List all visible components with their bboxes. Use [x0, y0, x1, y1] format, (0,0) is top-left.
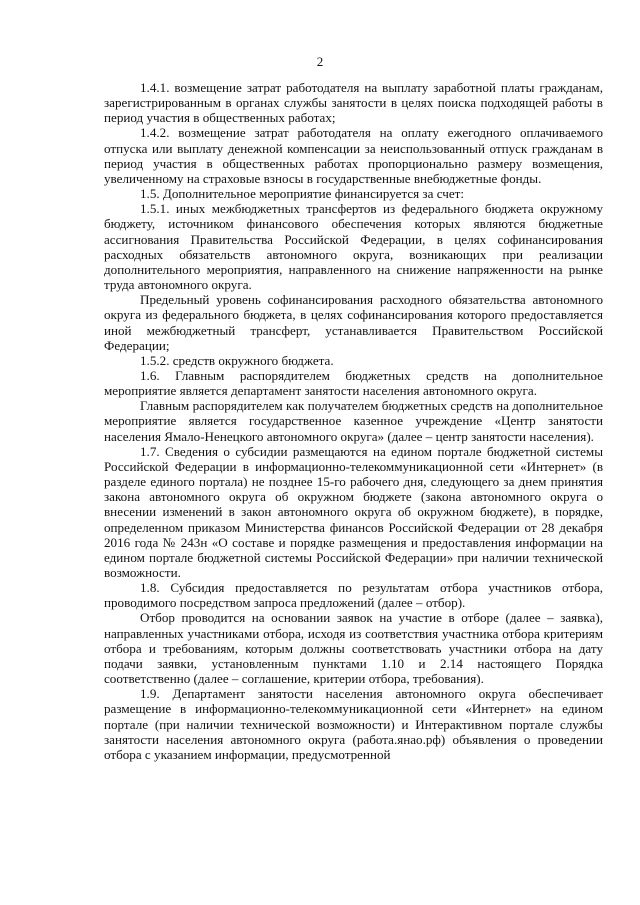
paragraph-1-5-2: 1.5.2. средств окружного бюджета. [140, 352, 334, 368]
paragraph-1-6: 1.6. Главным распорядителем бюджетных средств на дополнительное мероприятие является департамент занятости населения автономного округа. [104, 367, 603, 399]
paragraph-1-8: 1.8. Субсидия предоставляется по результатам отбора участников отбора, проводимого посредством запроса предложений (далее – отбор). [104, 580, 603, 611]
paragraph-1-5-1: 1.5.1. иных межбюджетных трансфертов из федерального бюджета окружному бюджету, источником финансового обеспечения которых являются бюджетные ассигнования Правительства Российской Федерации, в целях софинансирования расходных обязательств автономного округа, возникающих при реализации дополнительного мероприятия, направленного на снижение напряженности на рынке труда автономного округа. [104, 201, 603, 293]
paragraph-1-4-1: 1.4.1. возмещение затрат работодателя на выплату заработной платы гражданам, зарегистрированным в органах службы занятости в целях поиска подходящей работы в период участия в общественных работах; [104, 80, 603, 126]
paragraph-1-7: 1.7. Сведения о субсидии размещаются на едином портале бюджетной системы Российской Федерации в информационно-телекоммуникационной сети «Интернет» (в разделе единого портала) не позднее 15-го рабочего дня, следующего за днем принятия закона автономного округа об окружном бюджете (закона автономного округа о внесении изменений в закон автономного округа об окружном бюджете), в порядке, определенном приказом Министерства финансов Российской Федерации от 28 декабря 2016 года № 243н «О составе и порядке размещения и предоставления информации на едином портале бюджетной системы Российской Федерации» при наличии технической возможности. [104, 443, 603, 580]
document-body [104, 80, 603, 762]
paragraph-1-4-2: 1.4.2. возмещение затрат работодателя на оплату ежегодного оплачиваемого отпуска или выплату денежной компенсации за неиспользованный отпуск гражданам в период участия в общественных работах пропорционально размеру возмещения, увеличенному на страховые взносы в государственные внебюджетные фонды. [104, 125, 603, 186]
paragraph-selection-basis: Отбор проводится на основании заявок на участие в отборе (далее – заявка), направленных участниками отбора, исходя из соответствия участника отбора критериям отбора и требованиям, которым должны соответствовать участники отбора на дату подачи заявки, установленным пунктами 1.10 и 2.14 настоящего Порядка соответственно (далее – соглашение, критерии отбора, требования). [104, 610, 603, 687]
paragraph-cofinancing-limit: Предельный уровень софинансирования расходного обязательства автономного округа из федерального бюджета, в целях софинансирования которого предоставляется иной межбюджетный трансферт, устанавливается Правительством Российской Федерации; [104, 292, 603, 353]
paragraph-main-recipient: Главным распорядителем как получателем бюджетных средств на дополнительное мероприятие является государственное казенное учреждение «Центр занятости населения Ямало-Ненецкого автономного округа» (далее – центр занятости населения). [104, 398, 603, 444]
page-number: 2 [316, 54, 324, 69]
paragraph-1-9: 1.9. Департамент занятости населения автономного округа обеспечивает размещение в информационно-телекоммуникационной сети «Интернет» на едином портале (при наличии технической возможности) и Интерактивном портале службы занятости населения автономного округа (работа.янао.рф) объявления о проведении отбора с указанием информации, предусмотренной [104, 686, 603, 762]
paragraph-1-5: 1.5. Дополнительное мероприятие финансируется за счет: [140, 186, 464, 202]
